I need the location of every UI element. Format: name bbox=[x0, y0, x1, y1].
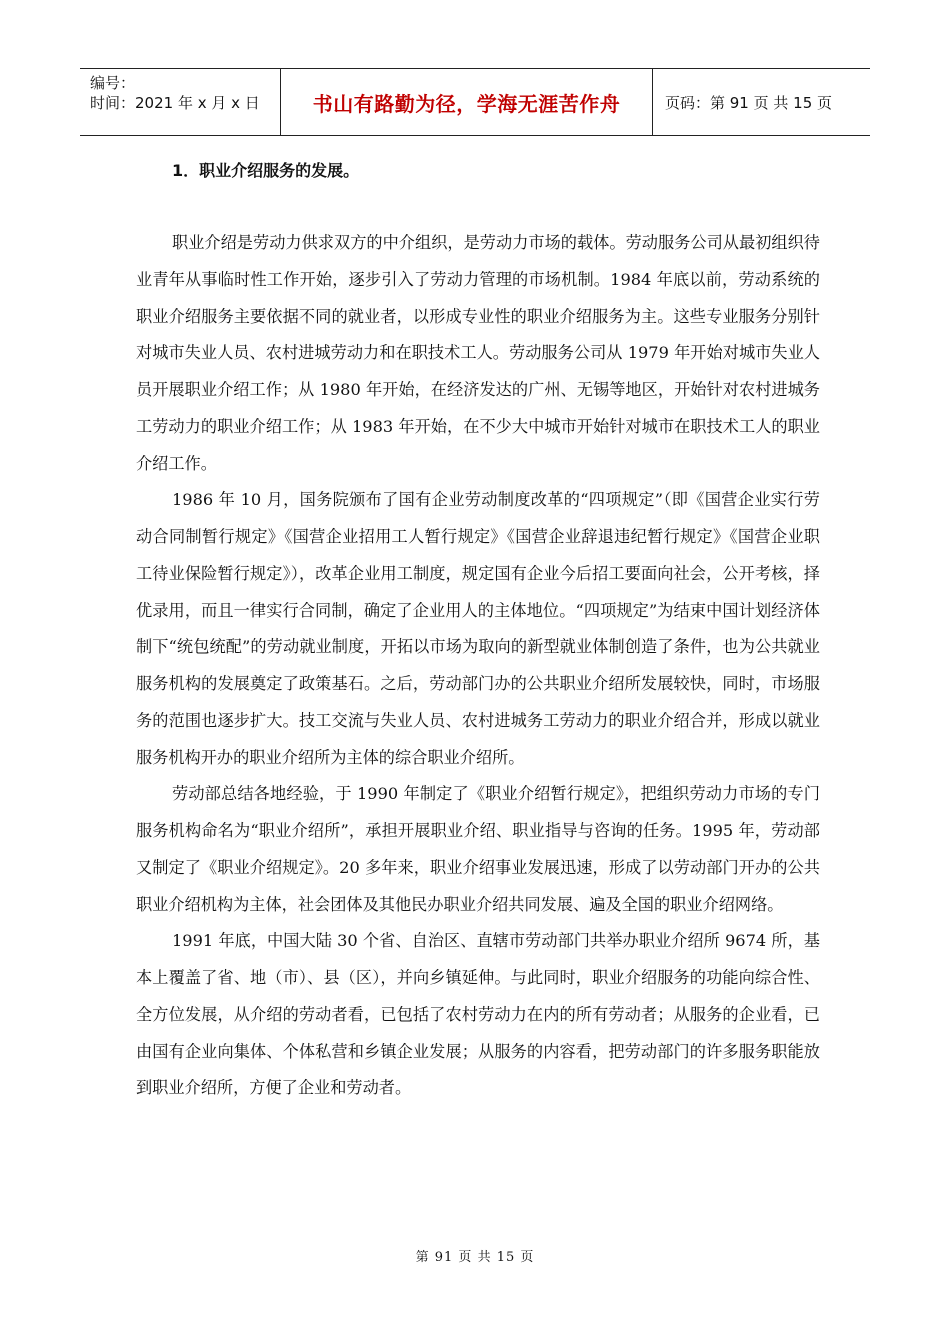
section-heading: 1．职业介绍服务的发展。 bbox=[172, 161, 360, 180]
body-paragraph: 职业介绍是劳动力供求双方的中介组织，是劳动力市场的载体。劳动服务公司从最初组织待业青年从事临时性工作开始，逐步引入了劳动力管理的市场机制。1984 年底以前，劳动系统的职业介绍服务主要依据不同的就业者，以形成专业性的职业介绍服务为主。这些专业服务分别针对城市失业人员、农村进城劳动力和在职技术工人。劳动服务公司从 1979 年开始对城市失业人员开展职业介绍工作；从 1980 年开始，在经济发达的广州、无锡等地区，开始针对农村进城务工劳动力的职业介绍工作；从 1983 年开始，在不少大中城市开始针对城市在职技术工人的职业介绍工作。 bbox=[136, 233, 820, 473]
body-paragraph: 1986 年 10 月，国务院颁布了国有企业劳动制度改革的“四项规定”（即《国营企业实行劳动合同制暂行规定》《国营企业招用工人暂行规定》《国营企业辞退违纪暂行规定》《国营企业职工待业保险暂行规定》），改革企业用工制度，规定国有企业今后招工要面向社会，公开考核，择优录用，而且一律实行合同制，确定了企业用人的主体地位。“四项规定”为结束中国计划经济体制下“统包统配”的劳动就业制度，开拓以市场为取向的新型就业体制创造了条件，也为公共就业服务机构的发展奠定了政策基石。之后，劳动部门办的公共职业介绍所发展较快，同时，市场服务的范围也逐步扩大。技工交流与失业人员、农村进城务工劳动力的职业介绍合并，形成以就业服务机构开办的职业介绍所为主体的综合职业介绍所。 bbox=[136, 490, 820, 767]
header-page-info: 页码：第 91 页 共 15 页 bbox=[665, 93, 833, 112]
page-footer: 第 91 页 共 15 页 bbox=[415, 1250, 535, 1265]
page-header bbox=[80, 68, 870, 136]
document-body bbox=[136, 225, 820, 1107]
body-paragraph: 劳动部总结各地经验，于 1990 年制定了《职业介绍暂行规定》，把组织劳动力市场的专门服务机构命名为“职业介绍所”，承担开展职业介绍、职业指导与咨询的任务。1995 年，劳动部又制定了《职业介绍规定》。20 多年来，职业介绍事业发展迅速，形成了以劳动部门开办的公共职业介绍机构为主体，社会团体及其他民办职业介绍共同发展、遍及全国的职业介绍网络。 bbox=[136, 784, 820, 914]
header-motto: 书山有路勤为径，学海无涯苦作舟 bbox=[281, 69, 653, 135]
document-date-label: 时间：2021 年 x 月 x 日 bbox=[90, 94, 260, 112]
document-number-label: 编号： bbox=[90, 74, 136, 92]
body-paragraph: 1991 年底，中国大陆 30 个省、自治区、直辖市劳动部门共举办职业介绍所 9674 所，基本上覆盖了省、地（市）、县（区），并向乡镇延伸。与此同时，职业介绍服务的功能向综合性、全方位发展，从介绍的劳动者看，已包括了农村劳动力在内的所有劳动者；从服务的企业看，已由国有企业向集体、个体私营和乡镇企业发展；从服务的内容看，把劳动部门的许多服务职能放到职业介绍所，方便了企业和劳动者。 bbox=[136, 931, 820, 1098]
header-meta bbox=[80, 69, 281, 135]
